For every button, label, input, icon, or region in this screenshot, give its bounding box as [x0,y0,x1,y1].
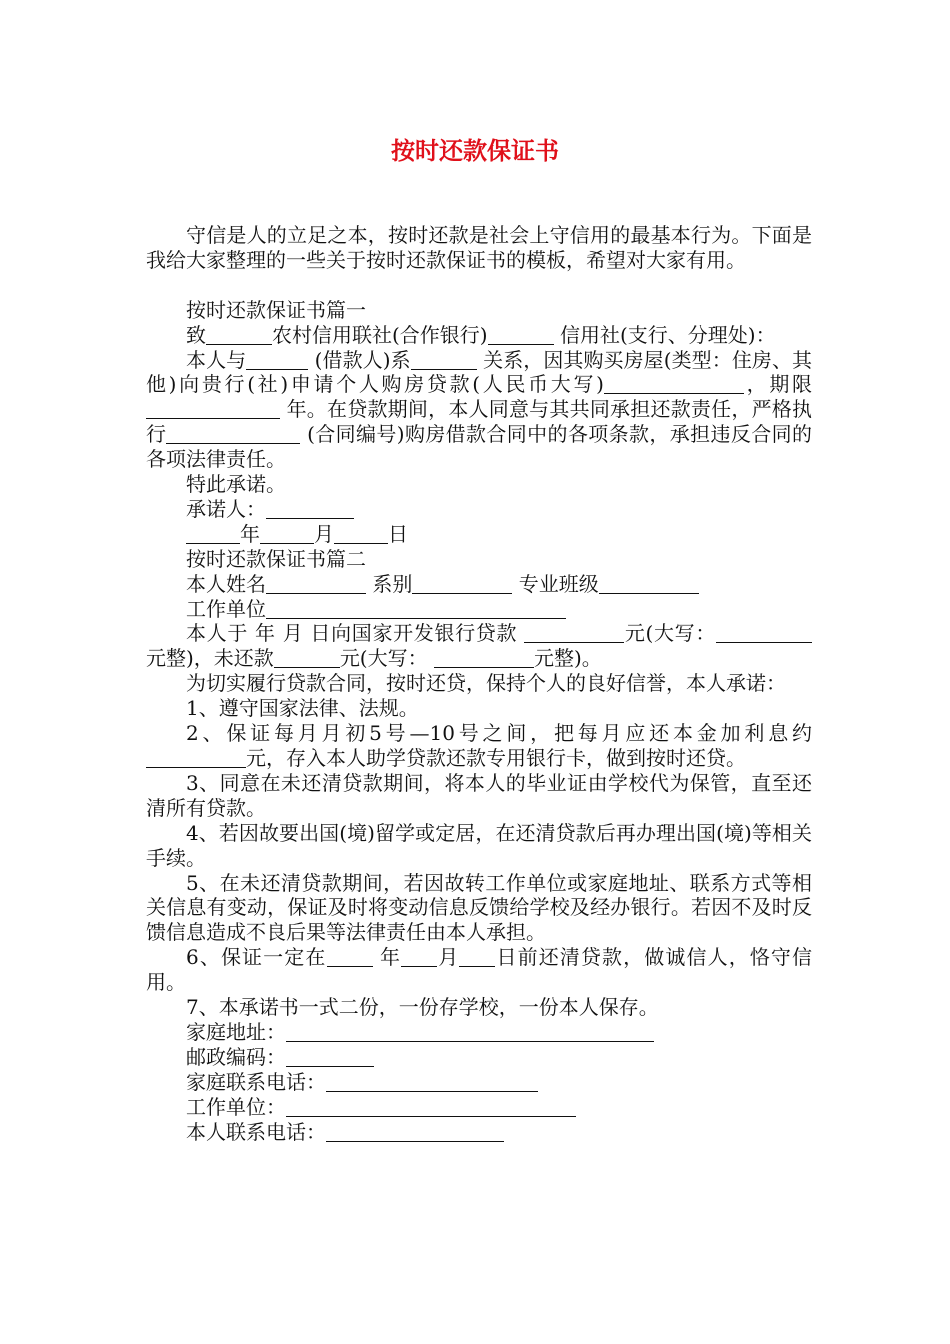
part2-item-4: 4、若因故要出国(境)留学或定居，在还清贷款后再办理出国(境)等相关手续。 [146,820,812,870]
blank-field [434,647,534,668]
blank-field [401,946,437,967]
part1-special: 特此承诺。 [186,472,286,497]
part1-promisor: 承诺人： [146,497,812,522]
part2-item-3: 3、同意在未还清贷款期间，将本人的毕业证由学校代为保管，直至还清所有贷款。 [146,770,812,820]
part2-loan: 本人于 年 月 日向国家开发银行贷款 元(大写：元整)，未还款 元(大写： 元整)。 [146,621,812,671]
part2-postcode: 邮政编码： [146,1045,812,1070]
blank-field [488,324,554,345]
document-body [146,223,812,1145]
blank-field [327,946,373,967]
blank-field [326,1071,538,1092]
blank-field [326,1121,504,1142]
blank-field [266,498,354,519]
paragraph-spacer [146,273,812,298]
part2-item-7: 7、本承诺书一式二份，一份存学校，一份本人保存。 [186,995,659,1020]
part2-student-info: 本人姓名 系别 专业班级 [146,572,812,597]
blank-field [146,747,246,768]
document-title: 按时还款保证书 [391,137,559,165]
blank-field [604,373,744,394]
part2-item-1: 1、遵守国家法律、法规。 [186,696,419,721]
blank-field [716,622,812,643]
blank-field [274,647,340,668]
part2-work-unit-2: 工作单位： [146,1095,812,1120]
part1-body: 本人与 (借款人)系 关系，因其购买房屋(类型：住房、其他)向贵行(社)申请个人购房贷款(人民币大写) ，期限 年。在贷款期间，本人同意与其共同承担还款责任，严格执行 (合同编号)购房借款合同中的各项条款，承担违反合同的各项法律责任。 [146,347,813,472]
part1-date: 年 月 日 [146,522,812,547]
blank-field [334,523,388,544]
blank-field [286,1096,576,1117]
blank-field [266,598,566,619]
blank-field [459,946,495,967]
blank-field [166,423,300,444]
blank-field [246,349,308,370]
part2-item-5: 5、在未还清贷款期间，若因故转工作单位或家庭地址、联系方式等相关信息有变动，保证及时将变动信息反馈给学校及经办银行。若因不及时反馈信息造成不良后果等法律责任由本人承担。 [146,870,812,945]
intro-paragraph: 守信是人的立足之本，按时还款是社会上守信用的最基本行为。下面是我给大家整理的一些关于按时还款保证书的模板，希望对大家有用。 [146,223,812,272]
part2-commitment: 为切实履行贷款合同，按时还贷，保持个人的良好信誉，本人承诺： [186,671,786,696]
blank-field [286,1021,654,1042]
blank-field [524,622,624,643]
part1-heading: 按时还款保证书篇一 [186,297,366,322]
part2-own-phone: 本人联系电话： [146,1120,812,1145]
blank-field [412,573,512,594]
blank-field [599,573,699,594]
part2-home-phone: 家庭联系电话： [146,1070,812,1095]
part2-item-2: 2、保证每月月初5号—10号之间，把每月应还本金加利息约元，存入本人助学贷款还款专用银行卡，做到按时还贷。 [146,721,812,771]
blank-field [146,398,280,419]
blank-field [206,324,272,345]
part2-home-address: 家庭地址： [146,1020,812,1045]
blank-field [411,349,477,370]
part2-work-unit: 工作单位 [146,597,812,622]
part2-heading: 按时还款保证书篇二 [186,546,366,571]
blank-field [186,523,240,544]
blank-field [260,523,314,544]
blank-field [286,1046,374,1067]
part1-addressee: 致 农村信用联社(合作银行) 信用社(支行、分理处)： [186,322,776,347]
blank-field [266,573,366,594]
part2-item-6: 6、保证一定在 年 月 日前还清贷款，做诚信人，恪守信用。 [146,945,813,995]
